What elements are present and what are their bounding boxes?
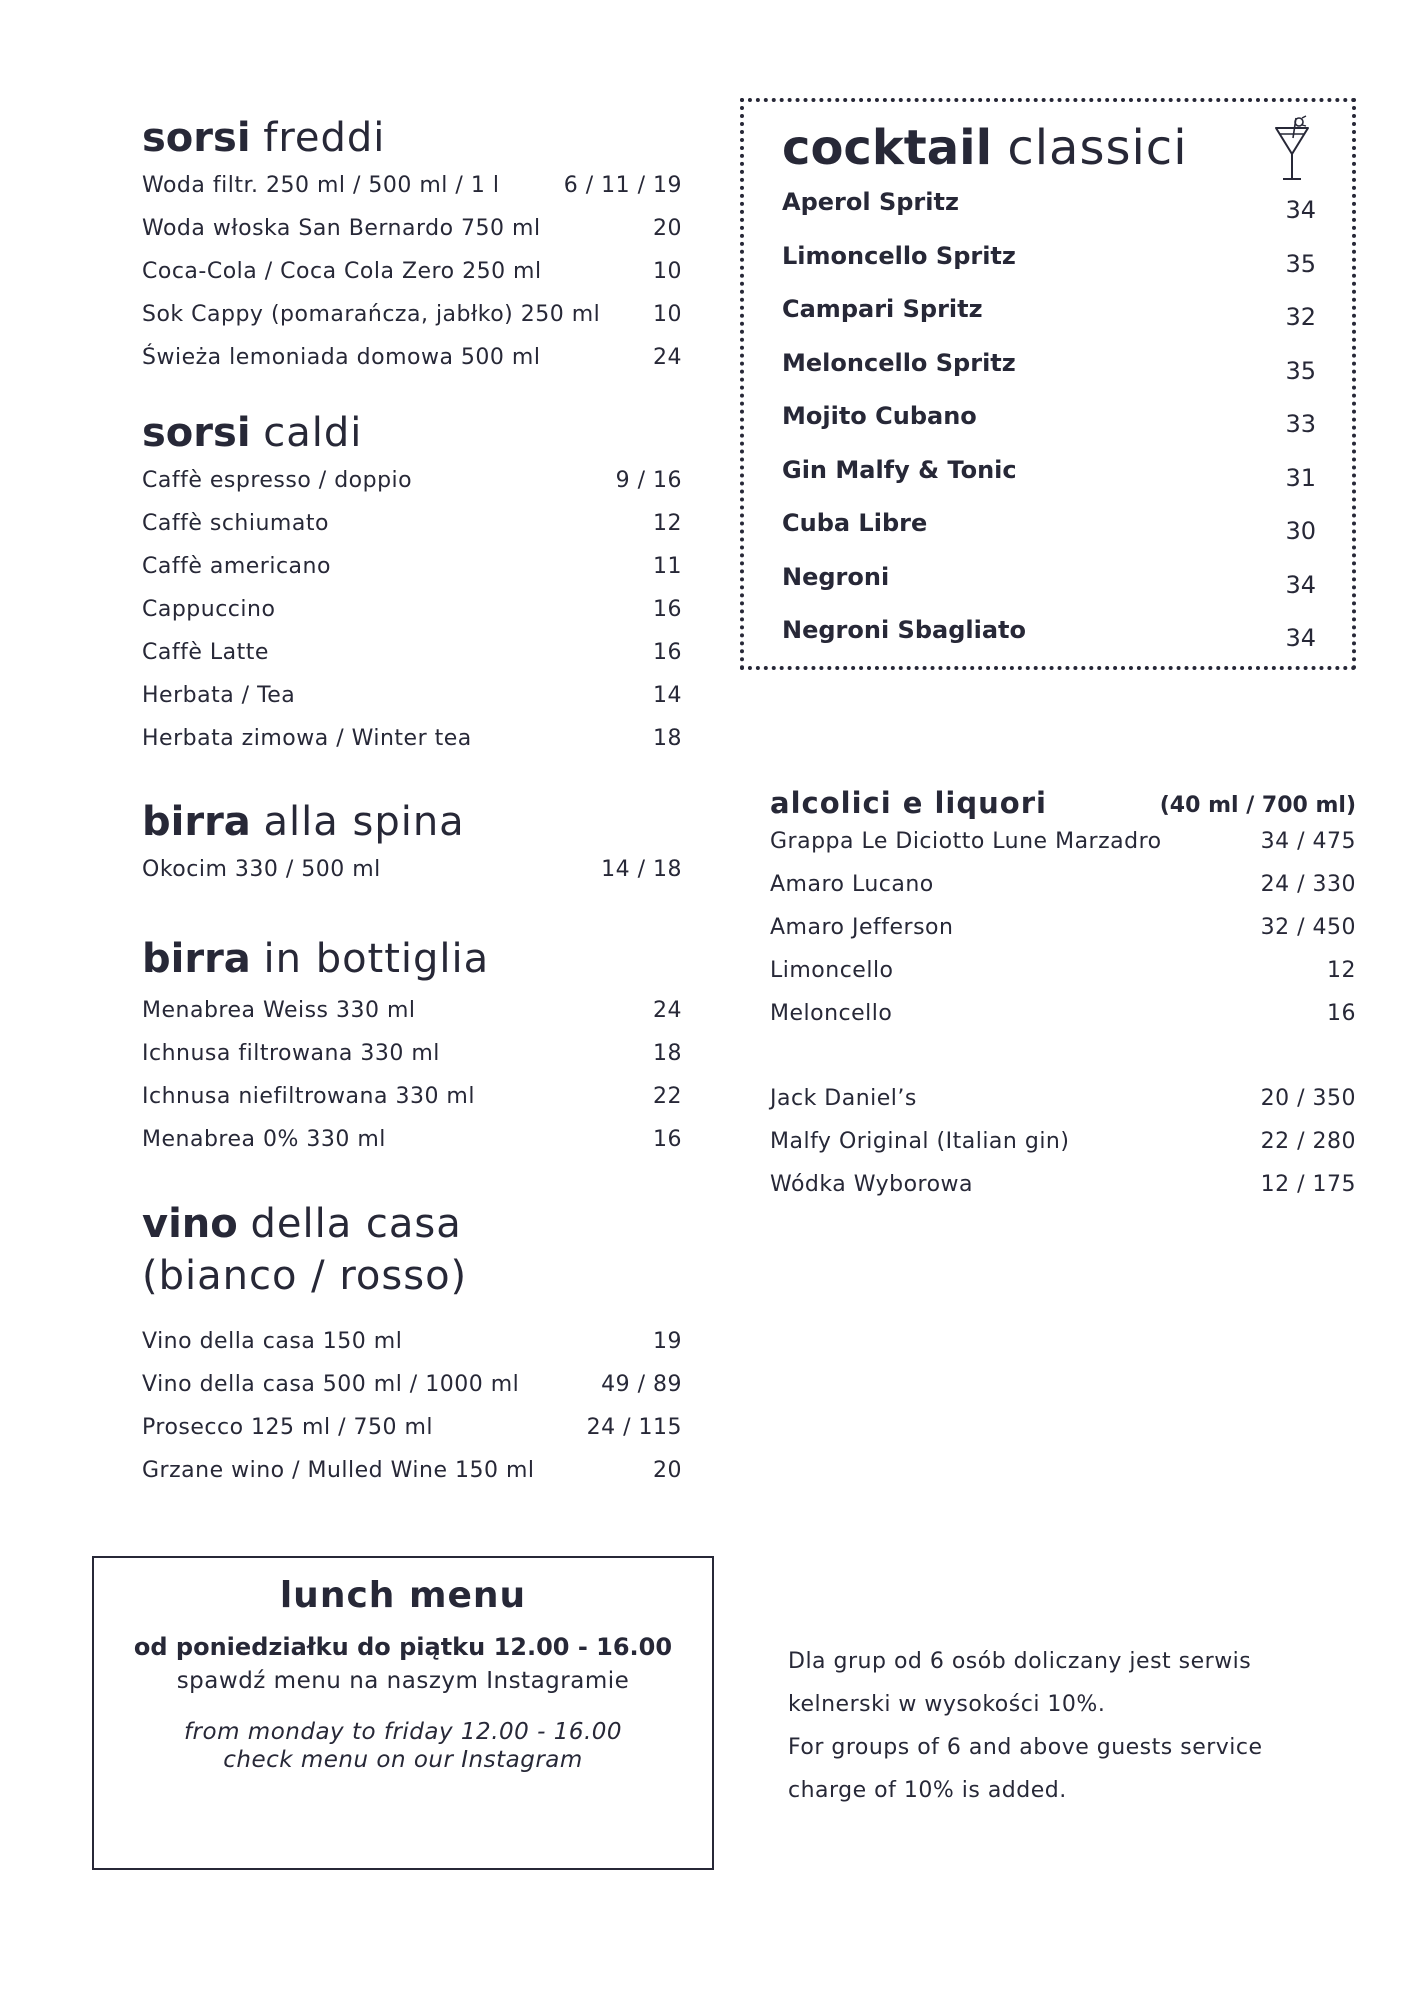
item-name: Vino della casa 150 ml (142, 1329, 403, 1354)
item-price: 34 (1285, 570, 1316, 599)
item-price: 32 / 450 (1260, 915, 1356, 940)
title-line2: (bianco / rosso) (142, 1253, 468, 1299)
section-title: alcolici e liquori (770, 786, 1047, 820)
menu-item (142, 1406, 682, 1449)
item-name: Mojito Cubano (782, 402, 977, 430)
item-price: 12 (653, 511, 682, 536)
title-bold: cocktail (782, 120, 993, 176)
menu-item (142, 164, 682, 207)
section-title (142, 796, 682, 848)
menu-item (142, 502, 682, 545)
menu-item (782, 456, 1316, 510)
section-title (142, 407, 682, 459)
item-name: Meloncello (770, 1001, 893, 1026)
item-price: 14 (653, 683, 682, 708)
menu-item (142, 293, 682, 336)
menu-item (782, 295, 1316, 349)
item-name: Ichnusa filtrowana 330 ml (142, 1041, 440, 1066)
item-price: 34 (1285, 196, 1316, 224)
item-name: Caffè Latte (142, 640, 269, 665)
item-price: 24 (653, 998, 682, 1023)
items-list (142, 1320, 682, 1492)
item-name: Limoncello (770, 958, 894, 983)
cocktail-glass-icon (1272, 114, 1312, 184)
item-name: Vino della casa 500 ml / 1000 ml (142, 1372, 520, 1397)
note-line: kelnerski w wysokości 10%. (788, 1692, 1106, 1717)
item-price: 19 (653, 1329, 682, 1354)
menu-item (782, 402, 1316, 456)
item-price: 33 (1285, 410, 1316, 438)
item-name: Cuba Libre (782, 509, 928, 537)
item-name: Grzane wino / Mulled Wine 150 ml (142, 1458, 535, 1483)
item-name: Caffè schiumato (142, 511, 329, 536)
note-line: charge of 10% is added. (788, 1778, 1067, 1803)
item-name: Sok Cappy (pomarańcza, jabłko) 250 ml (142, 302, 601, 327)
title-bold: birra (142, 799, 251, 845)
lunch-instagram-en: check menu on our Instagram (223, 1747, 583, 1773)
section-birra-spina (142, 796, 682, 891)
section-title (142, 933, 682, 985)
units-label: (40 ml / 700 ml) (1159, 793, 1356, 818)
item-name: Campari Spritz (782, 295, 983, 323)
section-title (142, 1198, 682, 1250)
item-name: Coca-Cola / Coca Cola Zero 250 ml (142, 259, 542, 284)
section-vino (142, 1198, 682, 1492)
items-list (142, 848, 682, 891)
note-line: Dla grup od 6 osób doliczany jest serwis (788, 1649, 1252, 1674)
item-name: Okocim 330 / 500 ml (142, 857, 381, 882)
item-price: 22 / 280 (1260, 1129, 1356, 1154)
section-alcolici (770, 770, 1356, 1206)
item-price: 24 / 115 (586, 1415, 682, 1440)
item-price: 16 (653, 1127, 682, 1152)
menu-item (142, 1449, 682, 1492)
item-name: Herbata / Tea (142, 683, 296, 708)
item-price: 12 / 175 (1260, 1172, 1356, 1197)
menu-item (782, 563, 1316, 617)
menu-item (770, 820, 1356, 863)
item-name: Aperol Spritz (782, 188, 959, 216)
item-price: 16 (1327, 1001, 1356, 1026)
lunch-hours-pl: od poniedziałku do piątku 12.00 - 16.00 (133, 1633, 673, 1661)
section-birra-bottiglia (142, 933, 682, 1161)
section-header (770, 770, 1356, 820)
item-price: 12 (1327, 958, 1356, 983)
item-price: 18 (653, 726, 682, 751)
menu-item (770, 906, 1356, 949)
item-name: Woda włoska San Bernardo 750 ml (142, 216, 541, 241)
menu-item (770, 1077, 1356, 1120)
item-name: Meloncello Spritz (782, 348, 1016, 377)
menu-item (782, 242, 1316, 296)
lunch-menu-box (92, 1556, 714, 1870)
section-title-line2 (142, 1250, 682, 1302)
section-title (142, 112, 682, 164)
item-price: 20 / 350 (1260, 1086, 1356, 1111)
menu-item (142, 459, 682, 502)
lunch-hours-en: from monday to friday 12.00 - 16.00 (183, 1719, 623, 1745)
item-price: 10 (653, 259, 682, 284)
title-light: alla spina (263, 799, 465, 845)
title-light: caldi (263, 410, 363, 456)
item-name: Grappa Le Diciotto Lune Marzadro (770, 829, 1162, 854)
title-light: freddi (263, 115, 386, 161)
cocktail-list (782, 188, 1316, 670)
item-price: 32 (1285, 303, 1316, 331)
item-price: 10 (653, 302, 682, 327)
item-price: 11 (653, 554, 682, 579)
item-name: Prosecco 125 ml / 750 ml (142, 1415, 433, 1440)
menu-item (770, 863, 1356, 906)
item-price: 34 (1285, 624, 1316, 652)
items-list-2 (770, 1077, 1356, 1206)
menu-item (142, 336, 682, 379)
item-price: 24 (653, 345, 682, 370)
menu-item (142, 717, 682, 760)
item-price: 16 (653, 597, 682, 622)
menu-item (142, 989, 682, 1032)
item-name: Caffè espresso / doppio (142, 468, 413, 493)
menu-item (142, 1363, 682, 1406)
menu-item (142, 1032, 682, 1075)
menu-item (142, 1320, 682, 1363)
item-price: 31 (1285, 463, 1316, 492)
item-name: Gin Malfy & Tonic (782, 455, 1017, 484)
items-list (770, 820, 1356, 1035)
section-title (782, 118, 1188, 178)
menu-item (770, 992, 1356, 1035)
title-bold: vino (142, 1201, 238, 1247)
menu-item (770, 1163, 1356, 1206)
spacer (770, 1035, 1356, 1077)
items-list (142, 989, 682, 1161)
cocktail-box (740, 98, 1356, 670)
menu-item (782, 616, 1316, 670)
item-name: Amaro Jefferson (770, 915, 954, 940)
item-price: 18 (653, 1041, 682, 1066)
lunch-title: lunch menu (279, 1575, 527, 1616)
item-price: 35 (1285, 249, 1316, 278)
menu-item (782, 509, 1316, 563)
item-name: Malfy Original (Italian gin) (770, 1129, 1070, 1154)
item-price: 30 (1285, 517, 1316, 545)
item-price: 22 (653, 1084, 682, 1109)
item-name: Caffè americano (142, 554, 331, 579)
item-name: Amaro Lucano (770, 872, 934, 897)
item-price: 14 / 18 (601, 857, 682, 882)
item-name: Woda filtr. 250 ml / 500 ml / 1 l (142, 173, 500, 198)
item-price: 49 / 89 (601, 1372, 682, 1397)
item-price: 9 / 16 (615, 468, 682, 493)
menu-item (142, 588, 682, 631)
item-name: Negroni Sbagliato (782, 616, 1026, 644)
section-sorsi-caldi (142, 407, 682, 760)
item-price: 20 (653, 216, 682, 241)
menu-item (142, 674, 682, 717)
menu-item (142, 545, 682, 588)
title-bold: sorsi (142, 410, 251, 456)
note-line: For groups of 6 and above guests service (788, 1735, 1263, 1760)
item-price: 16 (653, 640, 682, 665)
menu-item (142, 250, 682, 293)
section-sorsi-freddi (142, 112, 682, 379)
menu-item (782, 188, 1316, 242)
item-name: Świeża lemoniada domowa 500 ml (142, 345, 541, 370)
item-price: 34 / 475 (1260, 829, 1356, 854)
menu-item (782, 349, 1316, 403)
title-bold: sorsi (142, 115, 251, 161)
menu-item (142, 631, 682, 674)
menu-item (142, 1118, 682, 1161)
menu-item (142, 207, 682, 250)
item-price: 24 / 330 (1260, 872, 1356, 897)
item-name: Wódka Wyborowa (770, 1172, 974, 1197)
item-price: 35 (1285, 356, 1316, 385)
title-light: della casa (250, 1201, 462, 1247)
item-price: 6 / 11 / 19 (563, 173, 682, 198)
lunch-instagram-pl: spawdź menu na naszym Instagramie (176, 1668, 630, 1694)
item-name: Ichnusa niefiltrowana 330 ml (142, 1084, 475, 1109)
item-name: Herbata zimowa / Winter tea (142, 726, 472, 751)
item-name: Menabrea 0% 330 ml (142, 1127, 386, 1152)
title-bold: birra (142, 936, 251, 982)
menu-item (142, 848, 682, 891)
menu-item (770, 949, 1356, 992)
item-price: 20 (653, 1458, 682, 1483)
item-name: Jack Daniel’s (770, 1086, 917, 1111)
menu-item (770, 1120, 1356, 1163)
item-name: Cappuccino (142, 597, 276, 622)
menu-item (142, 1075, 682, 1118)
item-name: Menabrea Weiss 330 ml (142, 998, 416, 1023)
items-list (142, 164, 682, 379)
service-charge-note (788, 1640, 1348, 1812)
items-list (142, 459, 682, 760)
title-light: in bottiglia (263, 936, 490, 982)
item-name: Negroni (782, 562, 890, 591)
title-light: classici (1007, 120, 1188, 176)
item-name: Limoncello Spritz (782, 241, 1016, 270)
